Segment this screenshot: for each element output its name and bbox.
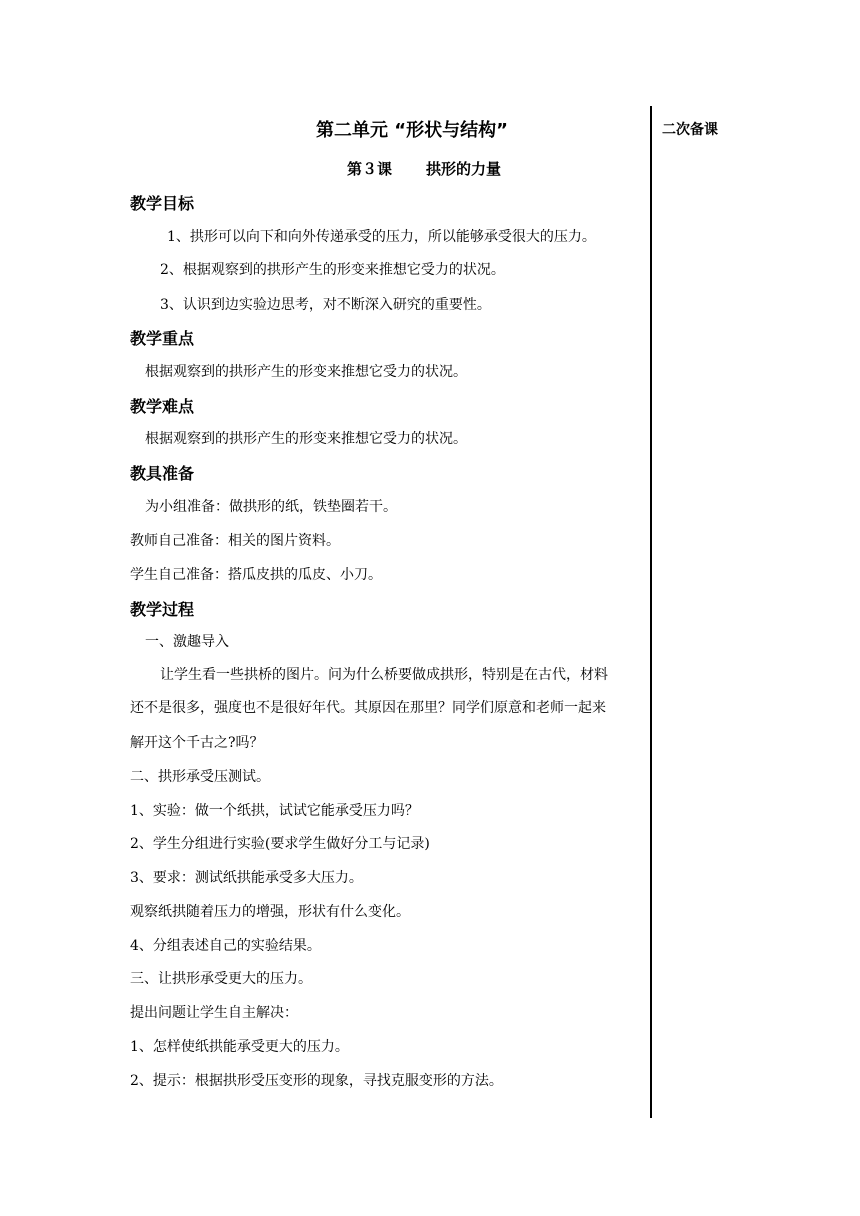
process-step: 观察纸拱随着压力的增强，形状有什么变化。	[130, 904, 410, 920]
section-heading-process: 教学过程	[130, 600, 195, 619]
section-heading-key: 教学重点	[130, 329, 195, 348]
process-step: 解开这个千古之?吗？	[130, 735, 264, 751]
material-item: 学生自己准备：搭瓜皮拱的瓜皮、小刀。	[130, 567, 382, 583]
process-step: 2、学生分组进行实验(要求学生做好分工与记录)	[130, 836, 430, 852]
section-heading-materials: 教具准备	[130, 464, 195, 483]
process-step: 1、实验：做一个纸拱，试试它能承受压力吗？	[130, 803, 419, 819]
process-step: 二、拱形承受压测试。	[130, 769, 270, 785]
process-step: 三、让拱形承受更大的压力。	[130, 971, 312, 987]
section-heading-difficulty: 教学难点	[130, 397, 195, 416]
material-item: 教师自己准备：相关的图片资料。	[130, 533, 340, 549]
goal-item: 2、根据观察到的拱形产生的形变来推想它受力的状况。	[160, 262, 505, 278]
lesson-number: 第３课	[347, 160, 393, 178]
process-step: 4、分组表述自己的实验结果。	[130, 938, 321, 954]
lesson-name: 拱形的力量	[426, 160, 502, 178]
goal-item: 1、拱形可以向下和向外传递承受的压力，所以能够承受很大的压力。	[167, 229, 596, 245]
process-step: 让学生看一些拱桥的图片。问为什么桥要做成拱形，特别是在古代，材料	[160, 667, 608, 683]
second-preparation-label: 二次备课	[662, 122, 718, 138]
process-step: 提出问题让学生自主解决：	[130, 1005, 298, 1021]
difficulty-text: 根据观察到的拱形产生的形变来推想它受力的状况。	[145, 431, 467, 447]
process-step: 1、怎样使纸拱能承受更大的压力。	[130, 1039, 349, 1055]
section-heading-goals: 教学目标	[130, 194, 195, 213]
column-divider	[650, 106, 652, 1118]
unit-title: 第二单元 “形状与结构”	[316, 120, 508, 141]
material-item: 为小组准备：做拱形的纸，铁垫圈若干。	[145, 499, 397, 515]
process-step: 还不是很多，强度也不是很好年代。其原因在那里？同学们原意和老师一起来	[130, 700, 606, 716]
goal-item: 3、认识到边实验边思考，对不断深入研究的重要性。	[160, 297, 491, 313]
process-step: 3、要求：测试纸拱能承受多大压力。	[130, 870, 363, 886]
key-point-text: 根据观察到的拱形产生的形变来推想它受力的状况。	[145, 364, 467, 380]
process-step: 2、提示：根据拱形受压变形的现象，寻找克服变形的方法。	[130, 1073, 503, 1089]
process-step: 一、激趣导入	[145, 634, 229, 650]
